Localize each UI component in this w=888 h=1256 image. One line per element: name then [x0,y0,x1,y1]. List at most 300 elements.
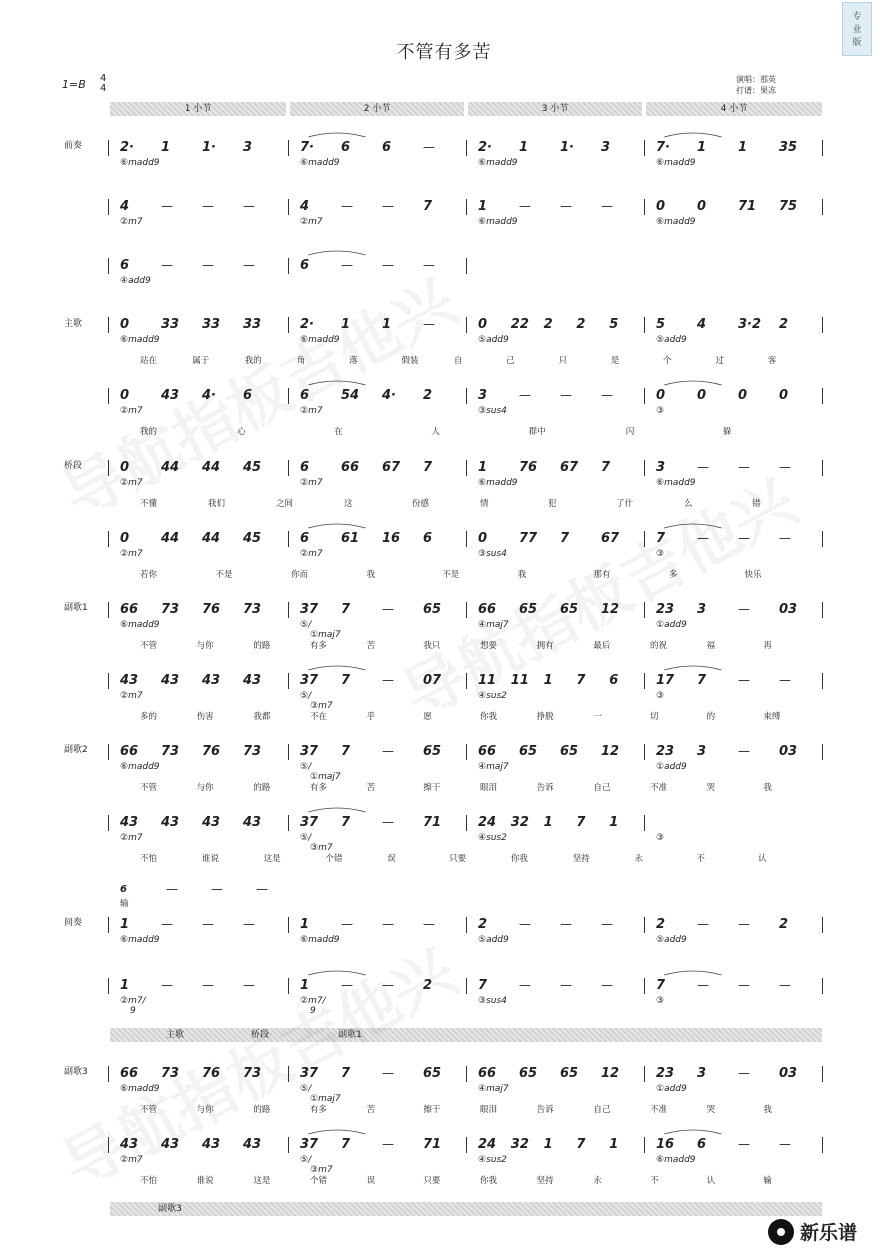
lyric: 这 [344,499,353,509]
lyric: 己 [506,356,515,366]
lyric: 只要 [423,1176,441,1186]
sustain-dash: — [243,978,255,992]
lyric: 角 [296,356,306,366]
chord-symbol: 9 [310,1006,316,1016]
note: 7 [423,460,433,475]
sustain-dash: — [738,744,750,758]
structure-label: 副歌1 [338,1030,362,1040]
note: 43 [202,815,221,830]
note: 17 [656,673,675,688]
lyric: 不在 [310,712,328,722]
note: 7 [656,978,666,993]
note: 1 [382,317,392,332]
note: 61 [341,531,360,546]
chord-symbol: ⑥madd9 [120,158,160,168]
lyric: 最后 [593,641,611,651]
chord-symbol: ④maj7 [478,620,509,630]
note: 7 [341,1137,351,1152]
chord-symbol: ④sus2 [478,1155,507,1165]
chord-symbol: ②m7 [120,1155,143,1165]
lyric: 我 [763,1105,772,1115]
chord-symbol: ③ [656,996,665,1006]
chord-symbol: ⑥madd9 [656,217,696,227]
lyric: 切 [650,712,659,722]
section-label-chorus1: 副歌1 [64,603,88,613]
note: 0 [120,317,130,332]
note: 65 [423,602,442,617]
slur [664,524,721,528]
sustain-dash: — [601,917,613,931]
note: 7· [300,140,314,155]
note: 65 [423,744,442,759]
note: 44 [161,460,180,475]
note: 66 [120,744,139,759]
lyric: 属于 [192,356,210,366]
note: 43 [202,673,221,688]
note: 1 [341,317,351,332]
lyric: 的路 [253,1105,271,1115]
key-signature: 1=B [62,78,86,91]
sustain-dash: — [243,258,255,272]
note: 1· [560,140,574,155]
sustain-dash: — [738,917,750,931]
lyric: 的祝 [650,641,668,651]
pickup-note: 6 [120,884,127,895]
note: 43 [161,1137,180,1152]
note: 0 [697,199,707,214]
lyric: 我 [366,570,376,580]
note: 2· [120,140,134,155]
lyric: 坚持 [572,854,590,864]
lyric: 我的 [244,356,262,366]
sustain-dash: — [738,460,750,474]
note: 71 [423,815,442,830]
note: 23 [656,602,675,617]
sustain-dash: — [697,460,709,474]
note: 4 [120,199,130,214]
sustain-dash: — [560,199,572,213]
note: 1 [609,815,619,830]
note: 44 [161,531,180,546]
chord-symbol: ⑥madd9 [120,935,160,945]
chord-symbol: ③ [656,691,665,701]
note: 0 [120,460,130,475]
sustain-dash: — [519,388,531,402]
note: 76 [519,460,538,475]
lyric: 我都 [253,712,271,722]
lyric: 多 [668,570,678,580]
note: 66 [478,602,497,617]
sustain-dash: — [601,388,613,402]
note: 4· [382,388,396,403]
note: 43 [161,388,180,403]
chord-symbol: ⑤add9 [656,335,687,345]
lyric: 告诉 [536,1105,554,1115]
note: 7 [576,673,586,688]
note: 3 [601,140,611,155]
lyric: 只 [558,356,567,366]
lyric: 了什 [616,499,634,509]
lyric: 与你 [196,783,214,793]
note: 2 [543,317,553,332]
note: 6 [609,673,619,688]
chord-symbol: ⑤/ [300,762,312,772]
chord-symbol: ③m7 [310,843,333,853]
site-logo [768,1218,857,1245]
section-label-interlude: 间奏 [64,918,83,928]
slur [308,971,365,975]
note: 65 [519,1066,538,1081]
chord-symbol: ②m7 [300,549,323,559]
sustain-dash: — [738,978,750,992]
note: 44 [202,460,221,475]
lyric: 这是 [253,1176,271,1186]
lyric: 苦 [366,1105,376,1115]
sustain-dash: — [341,917,353,931]
sustain-dash: — [202,978,214,992]
note: 37 [300,744,319,759]
time-signature-top: 4 [100,73,107,84]
note: 73 [243,602,262,617]
note: 2 [656,917,666,932]
chord-symbol: ⑤add9 [478,335,509,345]
chord-symbol: ⑥madd9 [656,1155,696,1165]
note: 66 [341,460,360,475]
sustain-dash: — [738,1137,750,1151]
note: 66 [120,1066,139,1081]
note: 33 [161,317,180,332]
note: 73 [243,744,262,759]
note: 67 [382,460,401,475]
lyric: 我 [763,783,772,793]
note: 2 [576,317,586,332]
note: 03 [779,744,798,759]
sustain-dash: — [779,673,791,687]
note: 43 [161,673,180,688]
lyric: 么 [684,499,693,509]
note: 45 [243,531,262,546]
sustain-dash: — [382,602,394,616]
note: 71 [738,199,757,214]
lyric: 站在 [140,356,158,366]
chord-symbol: ⑥madd9 [300,158,340,168]
note: 6 [382,140,392,155]
chord-symbol: ⑤/ [300,620,312,630]
sustain-dash: — [423,917,435,931]
note: 43 [120,673,139,688]
note: 7 [341,815,351,830]
note: 7 [656,531,666,546]
chord-symbol: ②m7 [300,406,323,416]
note: 43 [202,1137,221,1152]
note: 6 [300,531,310,546]
section-label-bridge: 桥段 [64,461,83,471]
lyric: 不管 [140,641,158,651]
note: 7 [478,978,488,993]
note: 66 [478,1066,497,1081]
sustain-dash: — [202,917,214,931]
lyric: 多的 [140,712,158,722]
chord-symbol: ④sus2 [478,691,507,701]
note: 1 [519,140,529,155]
chord-symbol: ⑥madd9 [656,158,696,168]
lyric: 心 [237,427,246,437]
note: 76 [202,602,221,617]
sustain-dash: — [697,917,709,931]
lyric: 拥有 [536,641,554,651]
note: 2 [779,317,789,332]
lyric: 不是 [215,570,233,580]
page-title: 不管有多苦 [396,42,492,63]
note: 1 [120,917,130,932]
note: 6 [300,258,310,273]
sustain-dash: — [382,199,394,213]
sustain-dash: — [779,531,791,545]
lyric: 个错 [310,1176,328,1186]
lyric: 不准 [650,783,668,793]
note: 3 [243,140,253,155]
note: 1 [478,199,488,214]
chord-symbol: ⑥madd9 [120,1084,160,1094]
note: 73 [161,1066,180,1081]
lyric: 个错 [325,854,343,864]
sustain-dash: — [519,917,531,931]
note: 0 [656,388,666,403]
credit-singer: 演唱：那英 [736,75,776,84]
note: 1 [543,815,553,830]
lyric: 自己 [593,783,611,793]
measure-header-label: 3 小节 [541,104,569,114]
lyric: 谁说 [196,1176,214,1186]
lyric: 我 [517,570,527,580]
chord-symbol: ⑤/ [300,1084,312,1094]
lyric: 不 [650,1176,659,1186]
chord-symbol: ⑤/ [300,691,312,701]
lyric: 不怕 [140,854,158,864]
lyric: 哭 [706,1105,716,1115]
lyric: 永 [634,854,644,864]
note: 16 [382,531,401,546]
sustain-dash: — [697,531,709,545]
lyric: 苦 [366,783,376,793]
note: 12 [601,602,620,617]
lyric: 误 [387,854,396,864]
note: 16 [656,1137,675,1152]
sustain-dash: — [382,815,394,829]
note: 2· [478,140,492,155]
note: 1 [543,1137,553,1152]
note: 3·2 [738,317,762,332]
sustain-dash: — [779,1137,791,1151]
measure-header-label: 4 小节 [720,104,748,114]
chord-symbol: ⑥madd9 [478,217,518,227]
note: 7 [601,460,611,475]
note: 66 [478,744,497,759]
note: 73 [161,744,180,759]
sustain-dash: — [519,978,531,992]
note: 11 [510,673,529,688]
chord-symbol: ⑥madd9 [656,478,696,488]
note: 5 [609,317,619,332]
slur [664,1130,721,1134]
lyric: 眼泪 [480,783,498,793]
note: 5 [656,317,666,332]
chord-symbol: ②m7 [300,217,323,227]
chord-symbol: ①add9 [656,620,687,630]
note: 33 [202,317,221,332]
lyric: 错 [752,499,761,509]
lyric: 坚持 [536,1176,554,1186]
note: 65 [519,602,538,617]
note: 3 [697,744,707,759]
lyric: 再 [763,641,772,651]
chord-symbol: ②m7 [120,833,143,843]
note: 7 [576,815,586,830]
lyric: 不是 [442,570,460,580]
sustain-dash: — [519,199,531,213]
note: 23 [656,744,675,759]
lyric: 擦干 [423,783,441,793]
sustain-dash: — [341,978,353,992]
note: 65 [423,1066,442,1081]
sustain-dash: — [601,978,613,992]
note: 0 [779,388,789,403]
sustain-dash: — [560,388,572,402]
chord-symbol: ②m7 [300,478,323,488]
note: 6 [120,258,130,273]
note: 0 [478,317,488,332]
lyric: 输 [763,1176,772,1186]
note: 7 [341,1066,351,1081]
measure-header-label: 2 小节 [363,104,391,114]
chord-symbol: ③sus4 [478,406,507,416]
lyric: 你我 [480,1176,498,1186]
note: 65 [560,1066,579,1081]
lyric: 是 [610,356,620,366]
note: 65 [519,744,538,759]
lyric: 眼泪 [480,1105,498,1115]
note: 71 [423,1137,442,1152]
lyric: 个 [663,356,672,366]
measure-header-label: 1 小节 [184,104,212,114]
section-label-verse: 主歌 [64,319,83,329]
sustain-dash: — [423,140,435,154]
sustain-dash: — [697,978,709,992]
note: 6 [341,140,351,155]
pickup-dash: — [166,882,178,896]
chord-symbol: ⑥madd9 [300,335,340,345]
sustain-dash: — [738,1066,750,1080]
sustain-dash: — [382,1137,394,1151]
sustain-dash: — [161,917,173,931]
pickup-lyric: 输 [120,899,129,909]
note: 43 [161,815,180,830]
sustain-dash: — [243,199,255,213]
slur [308,1130,365,1134]
lyric: 挣脱 [536,712,554,722]
chord-symbol: ①maj7 [310,772,341,782]
structure-label: 主歌 [165,1030,184,1040]
slur [664,666,721,670]
note: 44 [202,531,221,546]
sustain-dash: — [161,258,173,272]
note: 0 [120,388,130,403]
lyric: 福 [706,641,716,651]
lyric: 认 [706,1176,716,1186]
sustain-dash: — [560,917,572,931]
note: 67 [560,460,579,475]
note: 35 [779,140,798,155]
time-signature-bottom: 4 [100,83,107,94]
note: 0 [697,388,707,403]
chord-symbol: ③m7 [310,1165,333,1175]
lyric: 不管 [140,1105,158,1115]
note: 1 [120,978,130,993]
note: 76 [202,1066,221,1081]
sustain-dash: — [382,1066,394,1080]
sustain-dash: — [738,531,750,545]
sustain-dash: — [161,978,173,992]
sustain-dash: — [341,258,353,272]
note: 2 [478,917,488,932]
logo-text: 新乐谱 [800,1222,858,1244]
lyric: 我只 [423,641,441,651]
note: 45 [243,460,262,475]
slur [664,381,721,385]
lyric: 犯 [548,499,557,509]
lyric: 一 [593,712,602,722]
lyric: 不怕 [140,1176,158,1186]
lyric: 想要 [480,641,498,651]
lyric: 愿 [423,712,432,722]
sustain-dash: — [601,199,613,213]
lyric: 告诉 [536,783,554,793]
note: 6 [300,388,310,403]
note: 67 [601,531,620,546]
note: 37 [300,815,319,830]
note: 1· [202,140,216,155]
chord-symbol: ③ [656,549,665,559]
slur [308,251,365,255]
sustain-dash: — [161,199,173,213]
lyric: 的路 [253,783,271,793]
note: 7 [341,673,351,688]
note: 0 [656,199,666,214]
chord-symbol: ②m7/ [120,996,146,1006]
note: 66 [120,602,139,617]
stamp-char: 业 [852,25,862,35]
lyric: 份感 [412,499,430,509]
lyric: 苦 [366,641,376,651]
chord-symbol: ⑥madd9 [478,158,518,168]
lyric: 擦干 [423,1105,441,1115]
note: 03 [779,1066,798,1081]
slur [664,971,721,975]
lyric: 束缚 [763,712,781,722]
sustain-dash: — [341,199,353,213]
note: 2 [779,917,789,932]
note: 2 [423,388,433,403]
note: 73 [161,602,180,617]
note: 7 [576,1137,586,1152]
lyric: 群中 [528,427,546,437]
lyric: 自己 [593,1105,611,1115]
chord-symbol: ④sus2 [478,833,507,843]
note: 1 [300,917,310,932]
note: 54 [341,388,360,403]
lyric: 认 [758,854,767,864]
note: 1 [609,1137,619,1152]
